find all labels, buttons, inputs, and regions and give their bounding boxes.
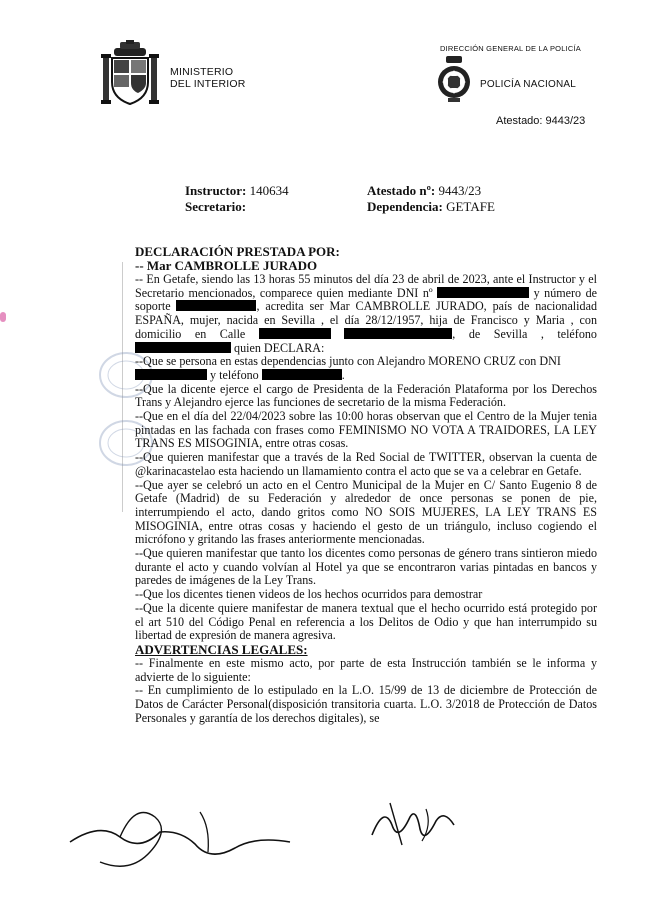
redaction-soporte xyxy=(176,300,256,311)
ministry-line-2: DEL INTERIOR xyxy=(170,78,246,90)
text-p2c: y teléfono xyxy=(210,367,259,382)
redaction-calle xyxy=(259,328,331,339)
paragraph-event: --Que ayer se celebró un acto en el Centro Municipal de la Mujer en C/ Santo Eugenio 8 de Getafe (Madrid) de su Federación y alrededor de once personas se ponen de pie, interrumpiendo el acto, dando gritos como NO SOIS MUJERES, LA LEY TRANS ES MISOGINIA, entre otras cosas y haciendo el gesto de un triángulo, incluso cogiendo el micrófono y gritando las frases anteriormente mencionadas. xyxy=(135,477,597,547)
signature-right xyxy=(362,795,472,855)
ministry-name xyxy=(170,66,246,90)
meta-left xyxy=(185,183,289,215)
paragraph-identification xyxy=(135,273,597,355)
paragraph-federation: --Que la dicente ejerce el cargo de Presidenta de la Federación Plataforma por los Derechos Trans y Alejandro ejerce las funciones de secretario de la misma Federación. xyxy=(135,381,597,410)
redaction-companion-dni xyxy=(135,369,207,380)
ministry-line-1: MINISTERIO xyxy=(170,66,234,78)
declarant-name: -- Mar CAMBROLLE JURADO xyxy=(135,258,318,273)
dependencia-label: Dependencia: xyxy=(367,199,443,214)
text-p1f: quien DECLARA: xyxy=(234,340,325,355)
redaction-address xyxy=(344,328,452,339)
direccion-general: DIRECCIÓN GENERAL DE LA POLICÍA xyxy=(440,44,581,53)
text-p2b: con DNI xyxy=(518,354,561,369)
text-p1d: JURADO, país de nacionalidad ESPAÑA, mujer, nacida en Sevilla , el día 28/12/1957, hija de Francisco y Maria , con domicilio en Calle xyxy=(135,299,597,341)
instructor-label: Instructor: xyxy=(185,183,247,198)
paragraph-fear: --Que quieren manifestar que tanto los dicentes como personas de género trans sintieron miedo durante el acto y cuando volvían al Hotel ya que se encontraron varias pintadas en bancos y paredes de imágenes de la Ley Trans. xyxy=(135,546,597,588)
policia-nacional: POLICÍA NACIONAL xyxy=(480,79,577,90)
text-p1c: , acredita ser Mar CAMBROLLE xyxy=(256,299,431,314)
paragraph-advertencia-1: -- Finalmente en este mismo acto, por parte de esta Instrucción también se le informa y advierte de lo siguiente: xyxy=(135,655,597,684)
atestado-header: Atestado: 9443/23 xyxy=(496,115,586,127)
redaction-dni xyxy=(437,287,529,298)
redaction-phone xyxy=(135,342,231,353)
text-p1a: -- En Getafe, siendo las 13 horas 55 minutos del día 23 de abril de 2023, ante el Instructor y el Secretario mencionados, comparece quien mediante DNI nº xyxy=(135,272,597,300)
police-badge-logo xyxy=(436,56,472,104)
paragraph-twitter: --Que quieren manifestar que a través de la Red Social de TWITTER, observan la cuenta de @karinacastelao esta haciendo un llamamiento contra el acto que se va a celebrar en Getafe. xyxy=(135,450,597,478)
atestado-value: 9443/23 xyxy=(438,183,482,198)
advertencias-heading: ADVERTENCIAS LEGALES: xyxy=(135,641,308,657)
secretario-label: Secretario: xyxy=(185,199,247,214)
declaration-body xyxy=(135,245,597,726)
dependencia-value: GETAFE xyxy=(446,199,495,214)
declaration-heading: DECLARACIÓN PRESTADA POR: xyxy=(135,244,340,259)
instructor-value: 140634 xyxy=(249,183,289,198)
paragraph-advertencia-2: -- En cumplimiento de lo estipulado en la L.O. 15/99 de 13 de diciembre de Protección de Datos de Carácter Personal(disposición transitoria cuarta. L.O. 3/2018 de Protección de Datos Personales y garantía de los derechos digitales), se xyxy=(135,683,597,725)
pink-mark xyxy=(0,312,6,322)
text-p1b: y número de soporte xyxy=(135,285,598,314)
paragraph-graffiti: --Que en el día del 22/04/2023 sobre las 10:00 horas observan que el Centro de la Mujer tenia pintadas en las fachada con frases como FEMINISMO NO VOTA A TRAIDORES, LA LEY TRANS ES MISOGINIA, entre otras cosas. xyxy=(135,409,597,451)
meta-right xyxy=(367,183,495,215)
paragraph-companion xyxy=(135,355,597,382)
text-p2d: . xyxy=(341,367,345,382)
redaction-companion-phone xyxy=(262,369,342,380)
text-p2a: --Que se persona en estas dependencias junto con Alejandro MORENO CRUZ xyxy=(135,354,516,369)
atestado-label: Atestado nº: xyxy=(367,183,436,198)
text-p1e: , de Sevilla , teléfono xyxy=(452,326,597,341)
paragraph-videos: --Que los dicentes tienen videos de los hechos ocurridos para demostrar xyxy=(135,587,483,602)
coat-of-arms-logo xyxy=(100,40,160,110)
signature-left xyxy=(60,782,300,882)
paragraph-article-510: --Que la dicente quiere manifestar de manera textual que el hecho ocurrido está protegido por el art 510 del Código Penal en referencia a los Delitos de Odio y que han interrumpido su libertad de expresión de manera agresiva. xyxy=(135,600,597,643)
